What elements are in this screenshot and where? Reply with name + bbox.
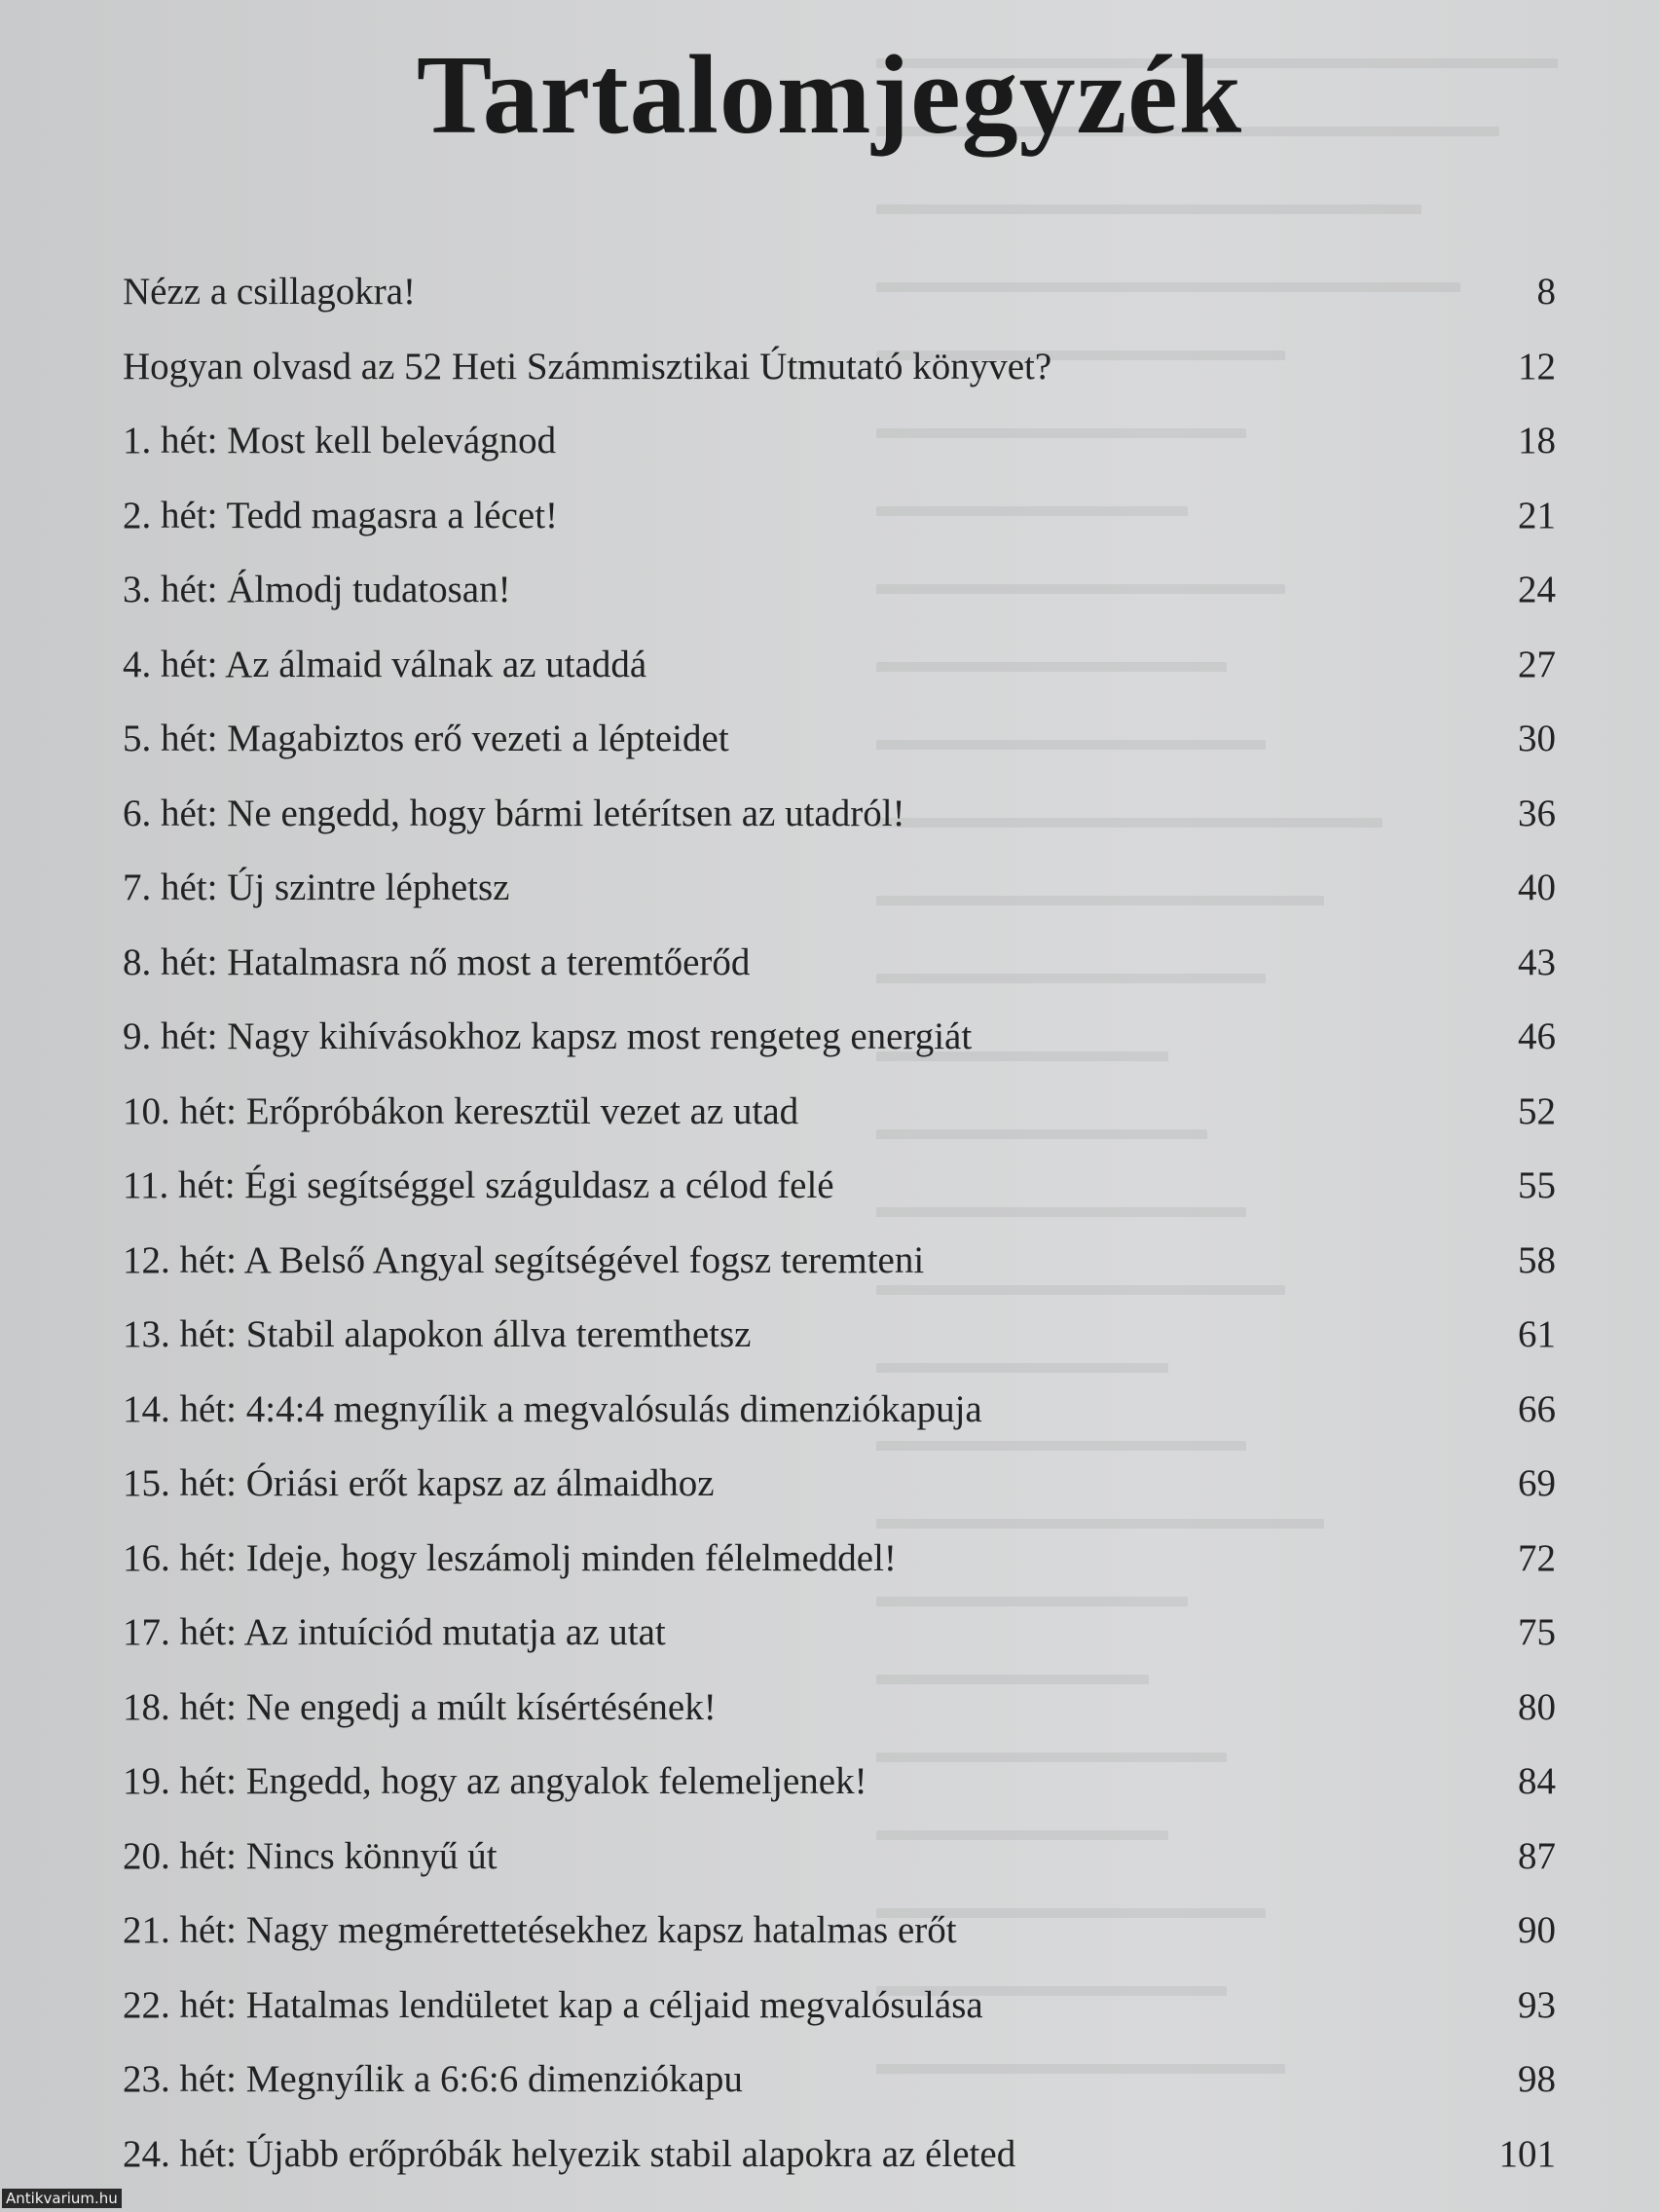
- toc-entry-title: 10. hét: Erőpróbákon keresztül vezet az utad: [123, 1089, 799, 1132]
- toc-entry-title: 13. hét: Stabil alapokon állva teremthetsz: [123, 1313, 752, 1355]
- toc-entry-title: 15. hét: Óriási erőt kapsz az álmaidhoz: [123, 1462, 715, 1504]
- toc-entry-page-number: 69: [1518, 1462, 1556, 1504]
- toc-entry-page-number: 98: [1518, 2058, 1556, 2100]
- toc-entry-page-number: 66: [1518, 1387, 1556, 1430]
- toc-entry-title: 19. hét: Engedd, hogy az angyalok felemeljenek!: [123, 1760, 867, 1802]
- toc-entry-page-number: 72: [1518, 1536, 1556, 1579]
- toc-entry-page-number: 80: [1518, 1685, 1556, 1728]
- toc-entry: [123, 1224, 1556, 1299]
- toc-entry-title: 22. hét: Hatalmas lendületet kap a céljaid megvalósulása: [123, 1983, 983, 2026]
- toc-entry: [123, 1969, 1556, 2044]
- toc-entry: [123, 479, 1556, 554]
- toc-entry-title: 12. hét: A Belső Angyal segítségével fogsz teremteni: [123, 1238, 925, 1281]
- toc-entry-page-number: 40: [1518, 866, 1556, 908]
- toc-entry: [123, 1894, 1556, 1969]
- toc-entry-title: Nézz a csillagokra!: [123, 271, 416, 313]
- toc-entry: [123, 926, 1556, 1001]
- toc-entry-title: 17. hét: Az intuíciód mutatja az utat: [123, 1611, 666, 1653]
- toc-entry-page-number: 46: [1518, 1015, 1556, 1057]
- toc-entry: [123, 1522, 1556, 1597]
- page-title: Tartalomjegyzék: [416, 33, 1243, 158]
- toc-entry-title: 14. hét: 4:4:4 megnyílik a megvalósulás dimenziókapuja: [123, 1387, 982, 1430]
- toc-entry-title: 6. hét: Ne engedd, hogy bármi letérítsen az utadról!: [123, 792, 905, 834]
- toc-entry: [123, 1745, 1556, 1820]
- toc-entry-title: 9. hét: Nagy kihívásokhoz kapsz most rengeteg energiát: [123, 1015, 973, 1057]
- toc-entry-title: 5. hét: Magabiztos erő vezeti a lépteidet: [123, 718, 729, 759]
- toc-entry-title: 18. hét: Ne engedj a múlt kísértésének!: [123, 1685, 717, 1728]
- toc-entry: [123, 1298, 1556, 1373]
- toc-entry: [123, 404, 1556, 479]
- toc-entry-title: 11. hét: Égi segítséggel száguldasz a célod felé: [123, 1164, 834, 1206]
- toc-entry-page-number: 87: [1518, 1834, 1556, 1877]
- toc-entry-page-number: 58: [1518, 1238, 1556, 1281]
- toc-entry-page-number: 84: [1518, 1760, 1556, 1802]
- toc-entry: [123, 628, 1556, 703]
- toc-entry-page-number: 75: [1518, 1611, 1556, 1653]
- toc-entry-page-number: 36: [1518, 792, 1556, 834]
- toc-entry: [123, 851, 1556, 926]
- toc-entry-page-number: 61: [1518, 1313, 1556, 1355]
- toc-entry: [123, 1149, 1556, 1224]
- toc-entry: [123, 2043, 1556, 2118]
- toc-entry-page-number: 18: [1518, 420, 1556, 461]
- toc-entry-page-number: 43: [1518, 940, 1556, 983]
- toc-entry: [123, 1671, 1556, 1746]
- toc-entry-title: 8. hét: Hatalmasra nő most a teremtőerőd: [123, 940, 751, 983]
- toc-entry-title: 23. hét: Megnyílik a 6:6:6 dimenziókapu: [123, 2058, 743, 2100]
- toc-entry-page-number: 24: [1518, 569, 1556, 610]
- toc-entry: [123, 553, 1556, 628]
- toc-entry: [123, 255, 1556, 330]
- toc-entry-title: 16. hét: Ideje, hogy leszámolj minden félelmeddel!: [123, 1536, 897, 1579]
- toc-entry-page-number: 8: [1536, 271, 1556, 313]
- toc-entry: [123, 1373, 1556, 1448]
- toc-entry: [123, 1820, 1556, 1895]
- toc-entry-page-number: 52: [1518, 1089, 1556, 1132]
- toc-entry-title: 24. hét: Újabb erőpróbák helyezik stabil alapokra az életed: [123, 2132, 1016, 2175]
- toc-entry-page-number: 30: [1518, 718, 1556, 759]
- toc-entry-title: 7. hét: Új szintre léphetsz: [123, 866, 510, 908]
- toc-entry-title: 4. hét: Az álmaid válnak az utaddá: [123, 643, 647, 685]
- toc-entry: [123, 1447, 1556, 1522]
- toc-entry: [123, 1596, 1556, 1671]
- toc-entry-title: Hogyan olvasd az 52 Heti Számmisztikai Útmutató könyvet?: [123, 345, 1052, 387]
- toc-entry: [123, 330, 1556, 405]
- table-of-contents: [123, 255, 1556, 2192]
- toc-entry-page-number: 55: [1518, 1164, 1556, 1206]
- toc-entry-page-number: 90: [1518, 1909, 1556, 1951]
- toc-entry-title: 2. hét: Tedd magasra a lécet!: [123, 494, 559, 536]
- toc-entry-page-number: 101: [1498, 2132, 1556, 2175]
- toc-entry-title: 1. hét: Most kell belevágnod: [123, 420, 557, 461]
- toc-entry-page-number: 93: [1518, 1983, 1556, 2026]
- toc-entry-title: 20. hét: Nincs könnyű út: [123, 1834, 498, 1877]
- toc-entry: [123, 1075, 1556, 1150]
- toc-entry-page-number: 12: [1518, 345, 1556, 387]
- toc-entry-title: 21. hét: Nagy megmérettetésekhez kapsz hatalmas erőt: [123, 1909, 957, 1951]
- toc-entry: [123, 1000, 1556, 1075]
- toc-entry-page-number: 27: [1518, 643, 1556, 685]
- watermark-label: Antikvarium.hu: [2, 2189, 122, 2208]
- toc-entry: [123, 2118, 1556, 2193]
- toc-entry-page-number: 21: [1518, 494, 1556, 536]
- toc-entry: [123, 702, 1556, 777]
- toc-entry: [123, 777, 1556, 852]
- toc-entry-title: 3. hét: Álmodj tudatosan!: [123, 569, 511, 610]
